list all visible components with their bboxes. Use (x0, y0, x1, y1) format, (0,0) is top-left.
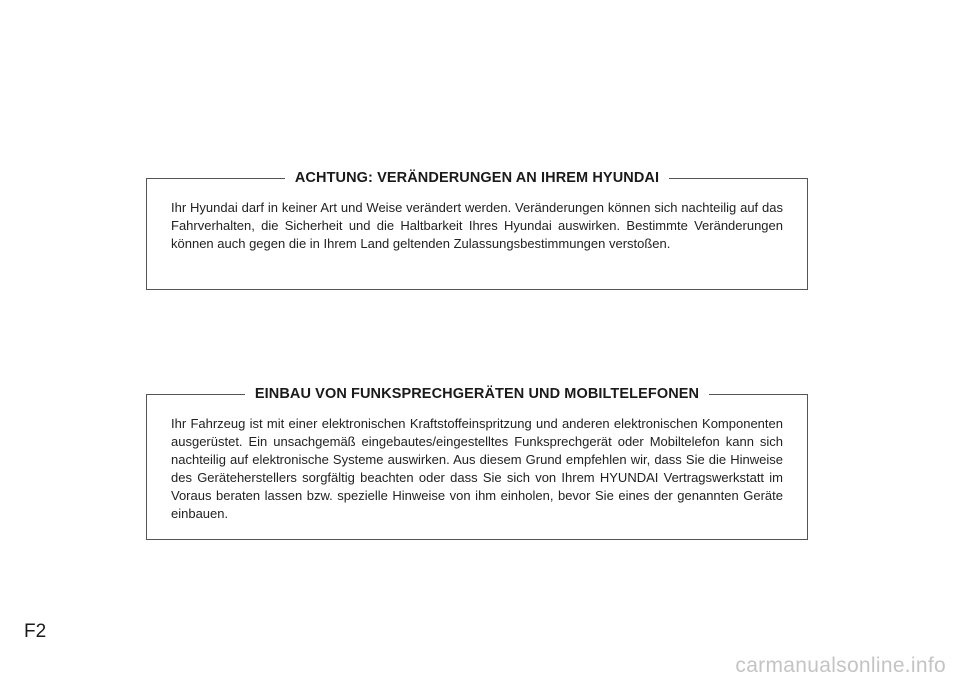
watermark: carmanualsonline.info (735, 654, 946, 677)
section-title-radio-installation: EINBAU VON FUNKSPRECHGERÄTEN UND MOBILTELEFONEN (245, 385, 709, 403)
section-text-radio-installation: Ihr Fahrzeug ist mit einer elektronischen Kraftstoffeinspritzung und anderen elektronischen Komponenten ausgerüstet. Ein unsachgemäß eingebautes/eingestelltes Funksprechgerät oder Mobiltelefon kann sich nachteilig auf elektronische Systeme auswirken. Aus diesem Grund empfehlen wir, dass Sie die Hinweise des Geräteherstellers sorgfältig beachten oder dass Sie sich von Ihrem HYUNDAI Vertragswerkstatt im Voraus beraten lassen bzw. spezielle Hinweise von ihm einholen, bevor Sie eines der genannten Geräte einbauen. (171, 416, 783, 521)
section-text-modifications: Ihr Hyundai darf in keiner Art und Weise verändert werden. Veränderungen können sich nachteilig auf das Fahrverhalten, die Sicherheit und die Haltbarkeit Ihres Hyundai auswirken. Bestimmte Veränderungen können auch gegen die in Ihrem Land geltenden Zulassungsbestimmungen verstoßen. (171, 200, 783, 251)
info-box-title (147, 385, 807, 403)
warning-box-title (147, 169, 807, 187)
info-box-radio-installation (146, 386, 808, 540)
section-title-modifications: ACHTUNG: VERÄNDERUNGEN AN IHREM HYUNDAI (285, 169, 669, 187)
page-number: F2 (24, 621, 47, 642)
warning-box-modifications (146, 170, 808, 290)
